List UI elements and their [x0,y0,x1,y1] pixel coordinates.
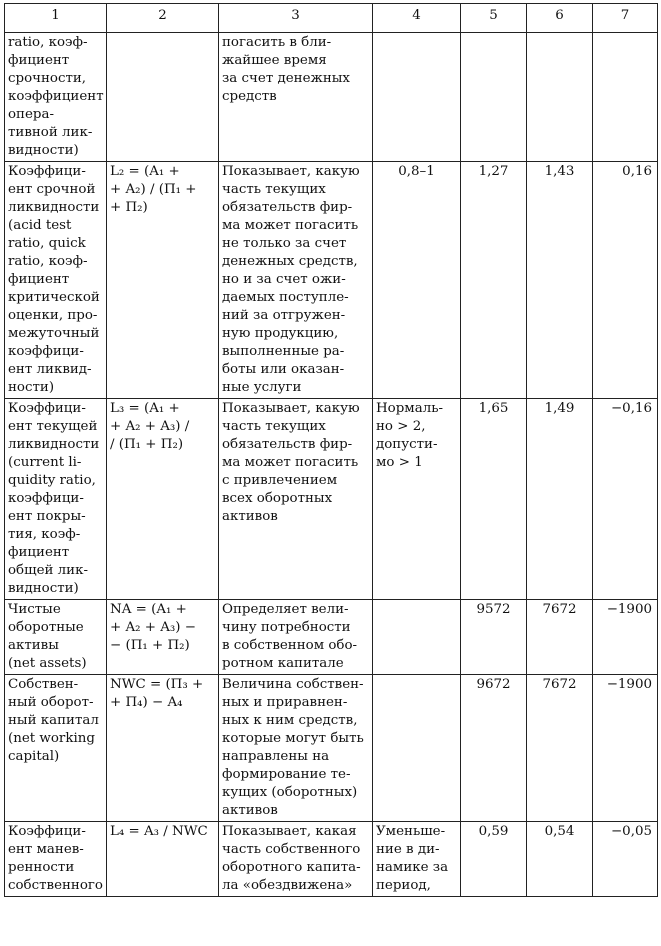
value-col7-cell: −1900 [593,600,658,675]
description-cell: Показывает, какую часть текущих обязательств фир- ма может погасить не только за счет денежных средств, но и за счет ожи- даемых поступле- ний за отгружен- ную продукцию, выполненные ра- боты или оказан- ные услуги [219,162,373,399]
indicator-name-cell: Коэффици- ент срочной ликвидности (acid test ratio, quick ratio, коэф- фициент критической оценки, про- межуточный коэффици- ент ликвид- ности) [5,162,107,399]
indicator-name-cell: Коэффици- ент текущей ликвидности (current li- quidity ratio, коэффици- ент покры- тия, коэф- фициент общей лик- видности) [5,399,107,600]
table-header-row [5,4,658,33]
value-col5-cell [461,33,527,162]
table-row [5,822,658,897]
description-cell: Показывает, какую часть текущих обязательств фир- ма может погасить с привлечением всех оборотных активов [219,399,373,600]
value-col7-cell: −0,16 [593,399,658,600]
value-col5-cell: 9572 [461,600,527,675]
norm-cell [373,33,461,162]
column-header-5: 5 [461,4,527,33]
table-row [5,675,658,822]
norm-cell: Нормаль- но > 2, допусти- мо > 1 [373,399,461,600]
table-row [5,162,658,399]
indicator-name-cell: Чистые оборотные активы (net assets) [5,600,107,675]
column-header-6: 6 [527,4,593,33]
liquidity-ratios-table [4,3,658,897]
norm-cell: 0,8–1 [373,162,461,399]
formula-cell: L₂ = (A₁ + + A₂) / (П₁ + + П₂) [107,162,219,399]
norm-cell [373,600,461,675]
column-header-3: 3 [219,4,373,33]
description-cell: Определяет вели- чину потребности в собственном обо- ротном капитале [219,600,373,675]
column-header-4: 4 [373,4,461,33]
column-header-7: 7 [593,4,658,33]
column-header-1: 1 [5,4,107,33]
description-cell: Величина собствен- ных и приравнен- ных к ним средств, которые могут быть направлены на формирование те- кущих (оборотных) активов [219,675,373,822]
table-row [5,600,658,675]
table-row [5,33,658,162]
value-col6-cell: 1,49 [527,399,593,600]
value-col7-cell: 0,16 [593,162,658,399]
value-col7-cell: −1900 [593,675,658,822]
norm-cell: Уменьше- ние в ди- намике за период, [373,822,461,897]
indicator-name-cell: Собствен- ный оборот- ный капитал (net working capital) [5,675,107,822]
value-col6-cell: 7672 [527,600,593,675]
value-col7-cell: −0,05 [593,822,658,897]
table-row [5,399,658,600]
column-header-2: 2 [107,4,219,33]
formula-cell: NWC = (П₃ + + П₄) − A₄ [107,675,219,822]
value-col7-cell [593,33,658,162]
formula-cell: L₄ = A₃ / NWC [107,822,219,897]
formula-cell: L₃ = (A₁ + + A₂ + A₃) / / (П₁ + П₂) [107,399,219,600]
document-page [4,3,657,897]
value-col5-cell: 9672 [461,675,527,822]
formula-cell [107,33,219,162]
value-col6-cell: 1,43 [527,162,593,399]
formula-cell: NA = (A₁ + + A₂ + A₃) − − (П₁ + П₂) [107,600,219,675]
value-col6-cell: 0,54 [527,822,593,897]
value-col6-cell [527,33,593,162]
value-col5-cell: 1,27 [461,162,527,399]
norm-cell [373,675,461,822]
value-col5-cell: 1,65 [461,399,527,600]
value-col6-cell: 7672 [527,675,593,822]
indicator-name-cell: ratio, коэф- фициент срочности, коэффициент опера- тивной лик- видности) [5,33,107,162]
indicator-name-cell: Коэффици- ент манев- ренности собственного [5,822,107,897]
description-cell: погасить в бли- жайшее время за счет денежных средств [219,33,373,162]
value-col5-cell: 0,59 [461,822,527,897]
description-cell: Показывает, какая часть собственного оборотного капита- ла «обездвижена» [219,822,373,897]
